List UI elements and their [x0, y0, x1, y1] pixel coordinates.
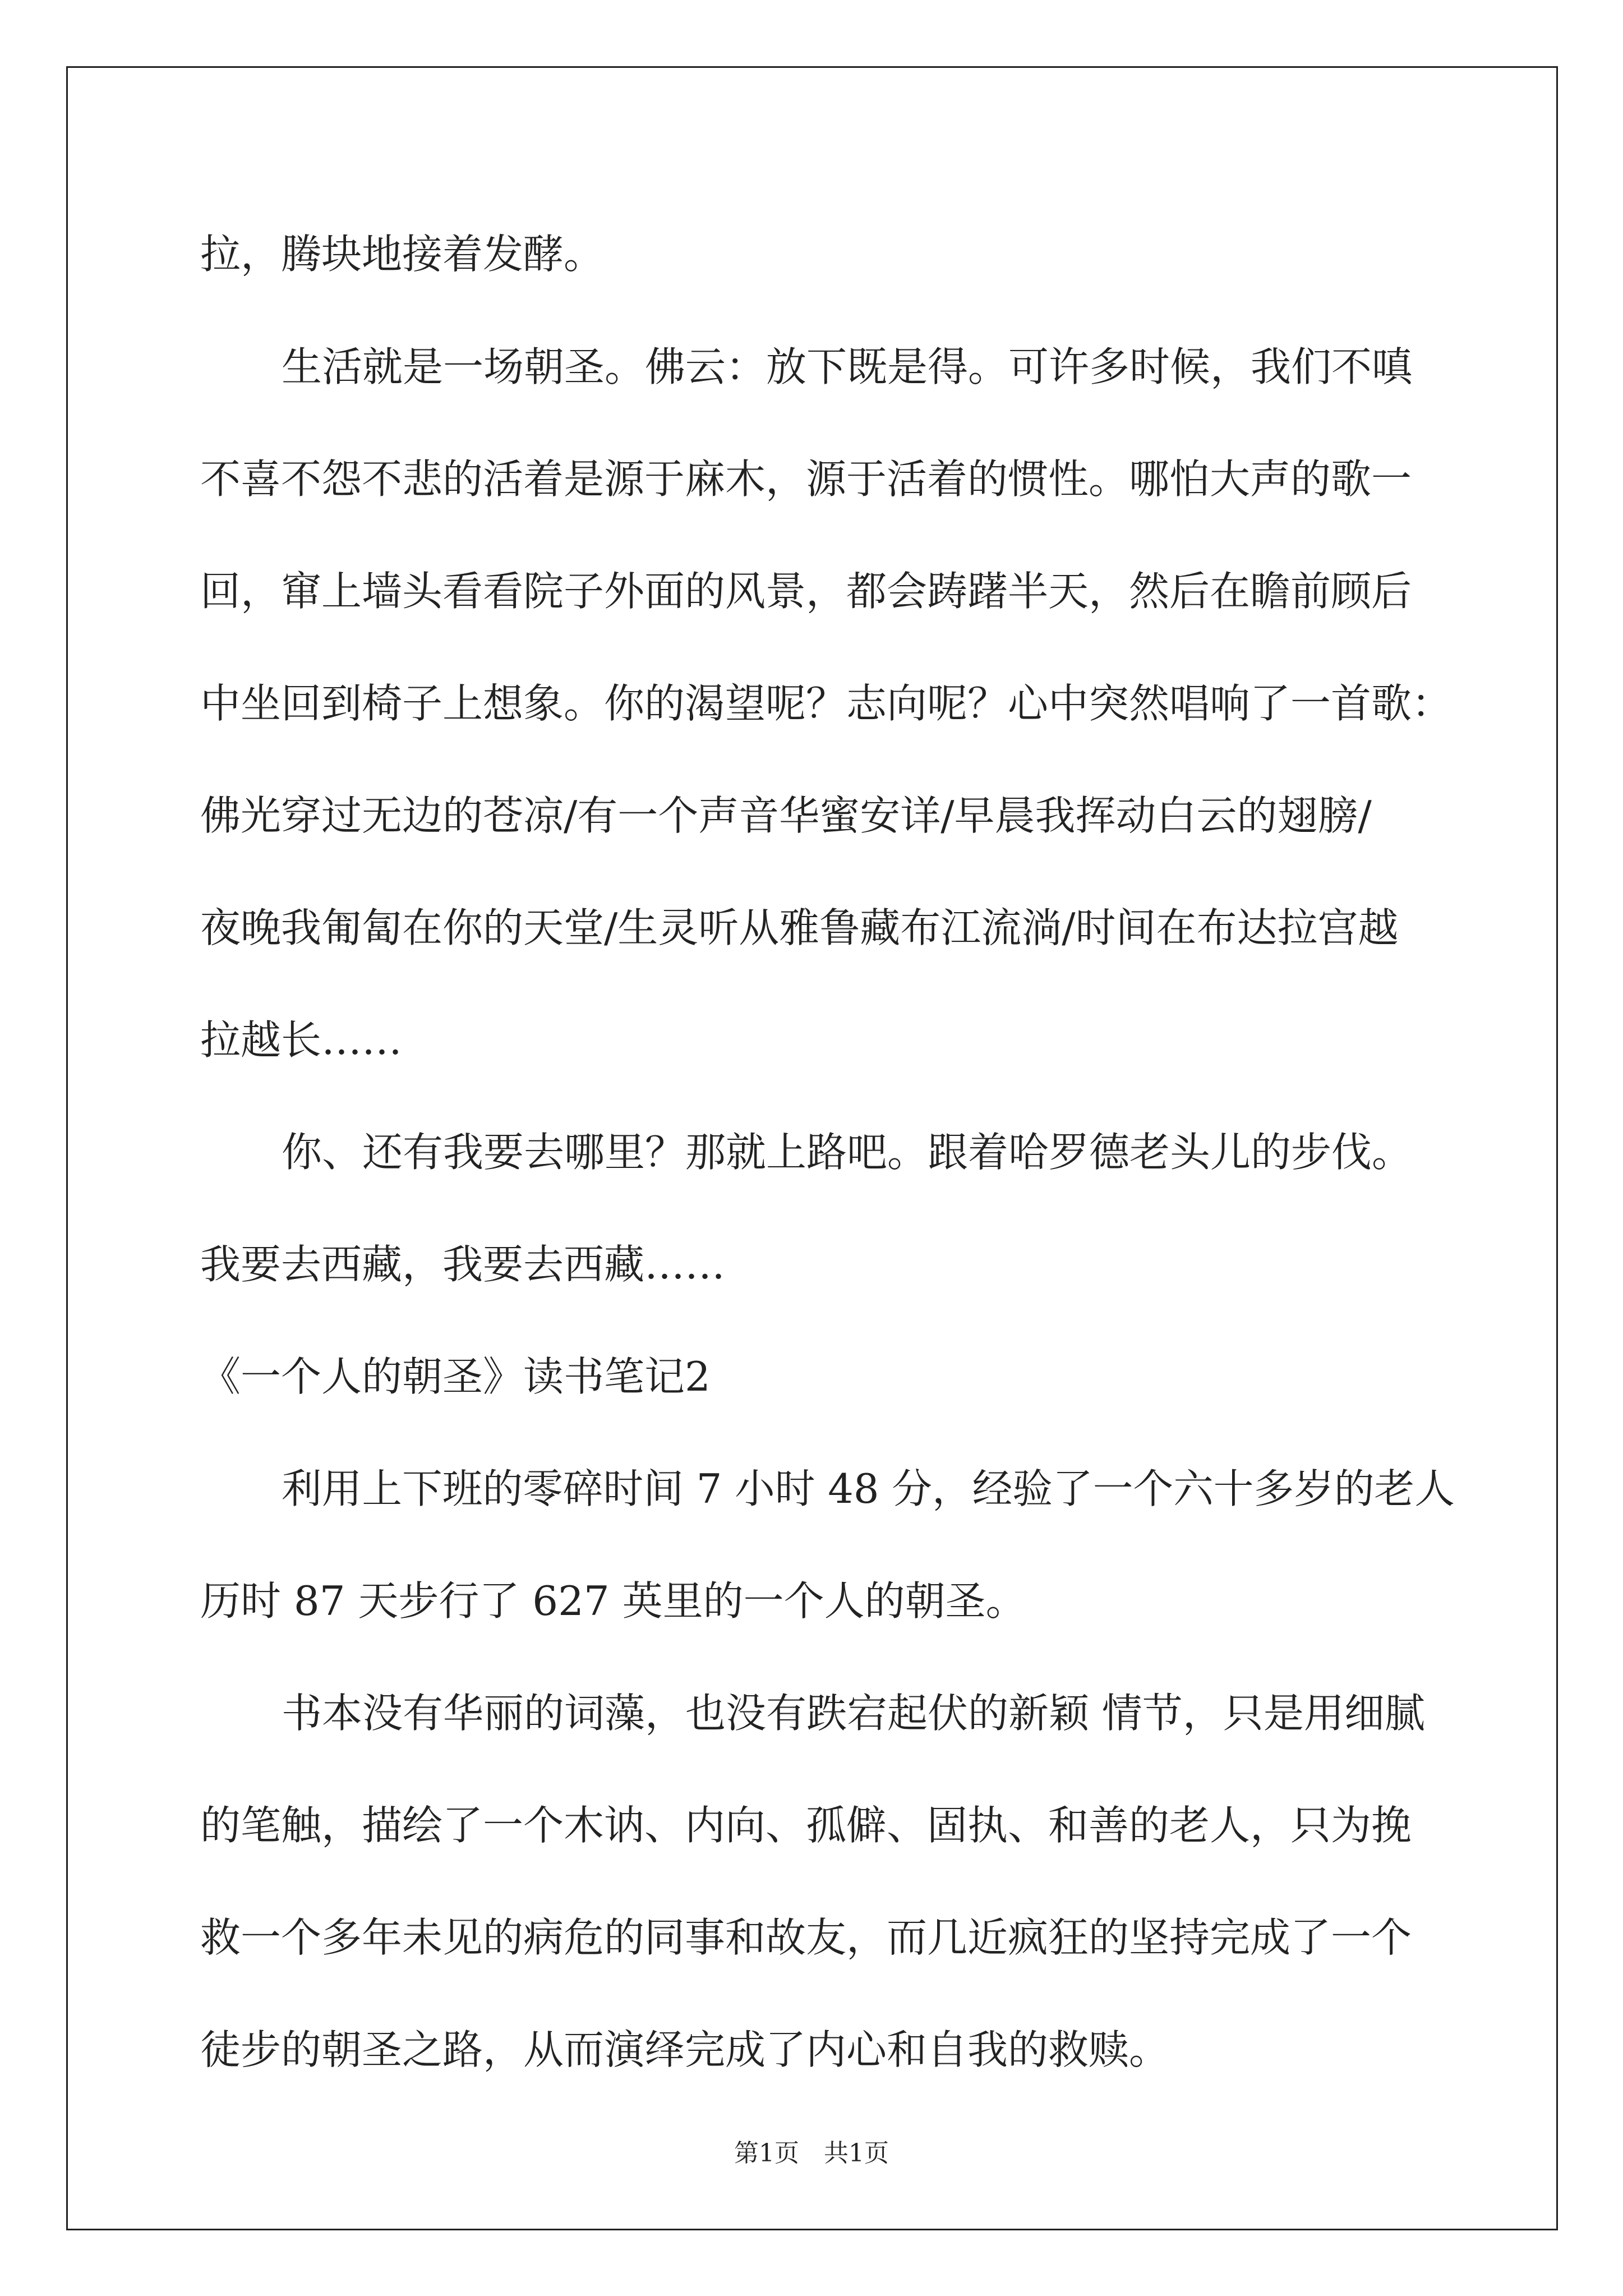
text-line: 我要去西藏，我要去西藏……: [200, 1241, 726, 1288]
section-heading: 《一个人的朝圣》读书笔记2: [200, 1353, 711, 1400]
text-line: 徒步的朝圣之路，从而演绎完成了内心和自我的救赎。: [200, 2026, 1170, 2073]
text-line: 你、还有我要去哪里？那就上路吧。跟着哈罗德老头儿的步伐。: [282, 1129, 1413, 1176]
text-line: 的笔触，描绘了一个木讷、内向、孤僻、固执、和善的老人，只为挽: [200, 1802, 1412, 1849]
text-line: 利用上下班的零碎时间 7 小时 48 分，经验了一个六十多岁的老人: [282, 1465, 1455, 1512]
text-line: 夜晚我匍匐在你的天堂/生灵听从雅鲁藏布江流淌/时间在布达拉宫越: [200, 904, 1399, 951]
text-line: 历时 87 天步行了 627 英里的一个人的朝圣。: [200, 1577, 1026, 1625]
text-line: 中坐回到椅子上想象。你的渴望呢？志向呢？心中突然唱响了一首歌：: [200, 680, 1453, 727]
text-line: 回，窜上墙头看看院子外面的风景，都会踌躇半天，然后在瞻前顾后: [200, 568, 1412, 615]
text-line: 书本没有华丽的词藻，也没有跌宕起伏的新颖 情节，只是用细腻: [282, 1690, 1425, 1737]
text-line: 拉越长……: [200, 1016, 403, 1064]
text-line: 佛光穿过无边的苍凉/有一个声音华蜜安详/早晨我挥动白云的翅膀/: [200, 792, 1372, 839]
text-line: 生活就是一场朝圣。佛云：放下既是得。可许多时候，我们不嗔: [282, 343, 1413, 390]
page-number: 第1页 共1页: [734, 2139, 889, 2168]
text-line: 拉，腾块地接着发酵。: [200, 231, 605, 278]
text-line: 不喜不怨不悲的活着是源于麻木，源于活着的惯性。哪怕大声的歌一: [200, 455, 1412, 503]
text-line: 救一个多年未见的病危的同事和故友，而几近疯狂的坚持完成了一个: [200, 1914, 1412, 1961]
